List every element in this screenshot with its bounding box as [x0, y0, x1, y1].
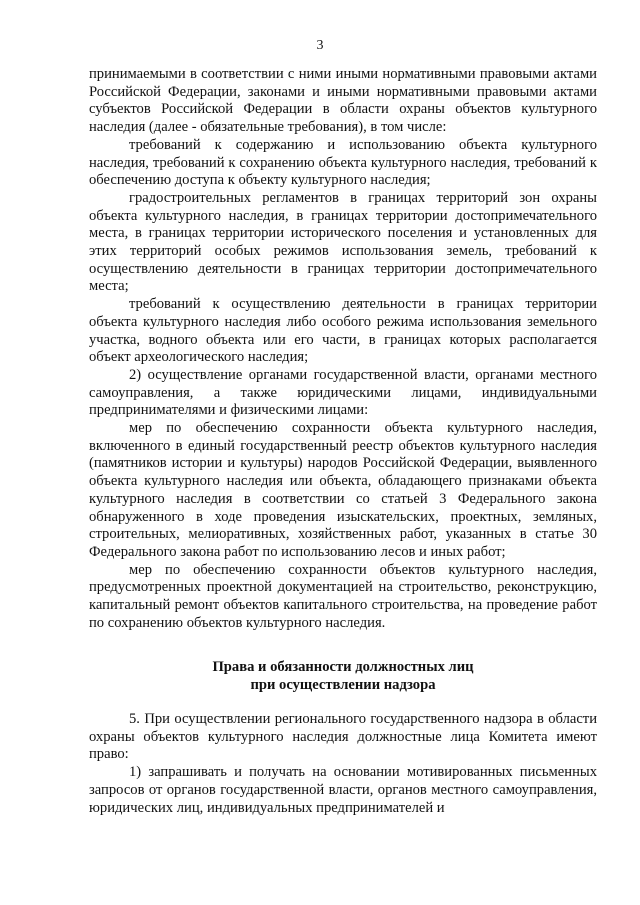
paragraph: 2) осуществление органами государственной власти, органами местного самоуправления, а также юридическими лицами, индивидуальными предпринимателями и физическими лицами: [89, 366, 597, 419]
paragraph: 1) запрашивать и получать на основании мотивированных письменных запросов от органов государственной власти, органов местного самоуправления, юридических лиц, индивидуальных предпринимателей и [89, 764, 597, 816]
page-number: 3 [316, 38, 324, 53]
paragraph: 5. При осуществлении регионального государственного надзора в области охраны объектов культурного наследия должностные лица Комитета имеют право: [89, 711, 597, 763]
paragraph: мер по обеспечению сохранности объектов культурного наследия, предусмотренных проектной документацией на строительство, реконструкцию, капитальный ремонт объектов капитального строительства, на проведение работ по сохранению объектов культурного наследия. [89, 561, 597, 631]
section-heading-line: Права и обязанности должностных лиц [212, 659, 474, 675]
body-text-bottom [89, 711, 597, 817]
paragraph: требований к содержанию и использованию объекта культурного наследия, требований к сохранению объекта культурного наследия, требований к обеспечению доступа к объекту культурного наследия; [89, 136, 597, 189]
section-heading-line: при осуществлении надзора [250, 677, 436, 693]
paragraph: требований к осуществлению деятельности в границах территории объекта культурного наследия либо особого режима использования земельного участка, водного объекта или его части, в границах которых располагается объект археологического наследия; [89, 296, 597, 366]
body-text-top [89, 66, 597, 633]
section-heading [89, 658, 597, 694]
paragraph: принимаемыми в соответствии с ними иными нормативными правовыми актами Российской Федерации, законами и иными нормативными правовыми актами субъектов Российской Федерации в области охраны объектов культурного наследия (далее - обязательные требования), в том числе: [89, 66, 597, 136]
paragraph: мер по обеспечению сохранности объекта культурного наследия, включенного в единый государственный реестр объектов культурного наследия (памятников истории и культуры) народов Российской Федерации, выявленного объекта культурного наследия или объекта, обладающего признаками объекта культурного наследия в соответствии со статьей 3 Федерального закона обнаруженного в ходе проведения изыскательских, проектных, земляных, строительных, мелиоративных, хозяйственных работ, указанных в статье 30 Федерального закона работ по использованию лесов и иных работ; [89, 420, 597, 560]
paragraph: градостроительных регламентов в границах территорий зон охраны объекта культурного наследия, в границах территории достопримечательного места, в границах территории исторического поселения и установленных для этих территорий особых режимов использования земель, требований к осуществлению деятельности в границах территории достопримечательного места; [89, 189, 597, 295]
